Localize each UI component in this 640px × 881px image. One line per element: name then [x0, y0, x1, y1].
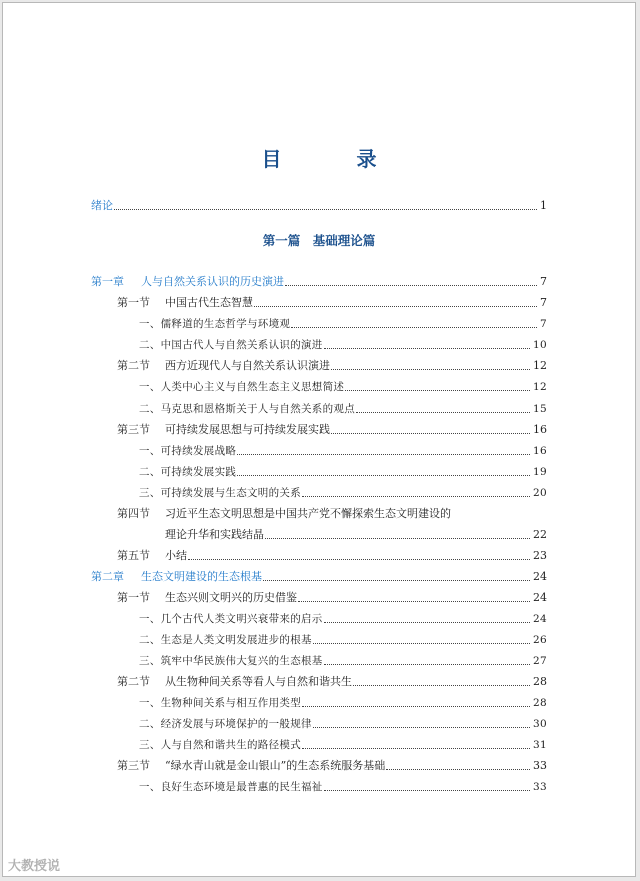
chapter-title: 生态文明建设的生态根基 — [141, 570, 262, 583]
page-number: 26 — [533, 634, 547, 646]
item-title: 二、生态是人类文明发展进步的根基 — [139, 634, 312, 646]
watermark: 大教授说 — [8, 859, 61, 874]
page-number: 12 — [533, 381, 547, 393]
toc-entry-section[interactable] — [117, 669, 547, 689]
item-title: 一、良好生态环境是最普惠的民生福祉 — [139, 781, 323, 793]
toc-entry-section[interactable] — [117, 501, 547, 521]
toc-entry-item[interactable] — [139, 690, 547, 710]
toc-entry-chapter-1[interactable] — [91, 269, 547, 289]
section-label: 第二节 — [117, 359, 150, 372]
toc-entry-item[interactable] — [139, 648, 547, 668]
item-title: 二、马克思和恩格斯关于人与自然关系的观点 — [139, 403, 355, 415]
part-title: 第一篇 基础理论篇 — [262, 233, 376, 248]
toc-entry-item[interactable] — [139, 396, 547, 416]
section-title: 生态兴则文明兴的历史借鉴 — [165, 591, 297, 604]
dot-leader — [324, 664, 530, 665]
section-title: “绿水青山就是金山银山”的生态系统服务基础 — [165, 759, 386, 772]
page-number: 33 — [533, 781, 547, 793]
dot-leader — [386, 769, 530, 770]
toc-entry-item[interactable] — [139, 627, 547, 647]
dot-leader — [324, 622, 530, 623]
dot-leader — [188, 559, 530, 560]
section-title: 小结 — [165, 549, 187, 562]
page-number: 28 — [533, 697, 547, 709]
dot-leader — [254, 306, 537, 307]
item-title: 一、可持续发展战略 — [139, 445, 237, 457]
dot-leader — [356, 412, 530, 413]
section-label: 第一节 — [117, 296, 150, 309]
dot-leader — [331, 433, 530, 434]
page-number: 12 — [533, 359, 547, 372]
page-number: 19 — [533, 466, 547, 478]
page-number: 24 — [533, 591, 547, 604]
page-number: 28 — [533, 675, 547, 688]
section-label: 第五节 — [117, 549, 150, 562]
item-title: 一、几个古代人类文明兴衰带来的启示 — [139, 613, 323, 625]
dot-leader — [263, 580, 530, 581]
toc-entry-item[interactable] — [139, 459, 547, 479]
dot-leader — [331, 369, 530, 370]
toc-entry-item[interactable] — [139, 374, 547, 394]
page-number: 16 — [533, 423, 547, 436]
page-number: 24 — [533, 570, 547, 583]
item-title: 三、筑牢中华民族伟大复兴的生态根基 — [139, 655, 323, 667]
section-title-continued: 理论升华和实践结晶 — [165, 528, 264, 541]
page-number: 27 — [533, 655, 547, 667]
page-number: 30 — [533, 718, 547, 730]
page-number: 16 — [533, 445, 547, 457]
item-title: 三、可持续发展与生态文明的关系 — [139, 487, 301, 499]
page-number: 1 — [540, 199, 547, 212]
dot-leader — [345, 390, 530, 391]
section-label: 第三节 — [117, 759, 150, 772]
dot-leader — [324, 348, 530, 349]
section-title: 中国古代生态智慧 — [165, 296, 253, 309]
chapter-label: 第一章 — [91, 275, 124, 288]
toc-entry-section[interactable] — [117, 353, 547, 373]
dot-leader — [353, 685, 530, 686]
section-title: 从生物种间关系等看人与自然和谐共生 — [165, 675, 352, 688]
toc-entry-item[interactable] — [139, 480, 547, 500]
item-title: 一、儒释道的生态哲学与环境观 — [139, 318, 291, 330]
page-number: 24 — [533, 613, 547, 625]
dot-leader — [313, 643, 530, 644]
dot-leader — [302, 706, 530, 707]
page-title: 目 录 — [261, 147, 411, 171]
toc-entry-item[interactable] — [139, 732, 547, 752]
toc-entry-label: 绪论 — [91, 199, 113, 212]
page-number: 15 — [533, 403, 547, 415]
toc-entry-intro[interactable] — [91, 193, 547, 213]
section-label: 第二节 — [117, 675, 150, 688]
dot-leader — [285, 285, 537, 286]
section-label: 第一节 — [117, 591, 150, 604]
section-title: 可持续发展思想与可持续发展实践 — [165, 423, 330, 436]
toc-entry-item[interactable] — [139, 711, 547, 731]
dot-leader — [237, 454, 530, 455]
section-label: 第四节 — [117, 507, 150, 520]
dot-leader — [291, 327, 537, 328]
section-label: 第三节 — [117, 423, 150, 436]
toc-entry-section[interactable] — [117, 290, 547, 310]
item-title: 二、经济发展与环境保护的一般规律 — [139, 718, 312, 730]
page-number: 22 — [533, 528, 547, 541]
item-title: 一、生物种间关系与相互作用类型 — [139, 697, 301, 709]
item-title: 三、人与自然和谐共生的路径模式 — [139, 739, 301, 751]
page-number: 7 — [540, 296, 547, 309]
dot-leader — [302, 496, 530, 497]
toc-entry-item[interactable] — [139, 774, 547, 794]
page-number: 33 — [533, 759, 547, 772]
page-number: 23 — [533, 549, 547, 562]
dot-leader — [114, 209, 537, 210]
dot-leader — [237, 475, 530, 476]
dot-leader — [298, 601, 530, 602]
document-page — [2, 2, 636, 877]
dot-leader — [313, 727, 530, 728]
chapter-title: 人与自然关系认识的历史演进 — [141, 275, 284, 288]
toc-entry-section-continuation[interactable] — [165, 522, 547, 542]
toc-entry-item[interactable] — [139, 438, 547, 458]
dot-leader — [302, 748, 530, 749]
page-number: 31 — [533, 739, 547, 751]
toc-entry-chapter-2[interactable] — [91, 564, 547, 584]
toc-entry-item[interactable] — [139, 606, 547, 626]
toc-entry-section[interactable] — [117, 417, 547, 437]
page-number: 20 — [533, 487, 547, 499]
toc-entry-section[interactable] — [117, 753, 547, 773]
toc-entry-section[interactable] — [117, 543, 547, 563]
item-title: 二、可持续发展实践 — [139, 466, 237, 478]
page-number: 7 — [540, 275, 547, 288]
toc-entry-item[interactable] — [139, 311, 547, 331]
dot-leader — [265, 538, 530, 539]
section-title: 习近平生态文明思想是中国共产党不懈探索生态文明建设的 — [165, 507, 451, 520]
page-number: 7 — [540, 318, 547, 330]
dot-leader — [324, 790, 530, 791]
toc-entry-section[interactable] — [117, 585, 547, 605]
section-title: 西方近现代人与自然关系认识演进 — [165, 359, 330, 372]
item-title: 二、中国古代人与自然关系认识的演进 — [139, 339, 323, 351]
page-number: 10 — [533, 339, 547, 351]
chapter-label: 第二章 — [91, 570, 124, 583]
toc-entry-item[interactable] — [139, 332, 547, 352]
item-title: 一、人类中心主义与自然生态主义思想简述 — [139, 381, 345, 393]
